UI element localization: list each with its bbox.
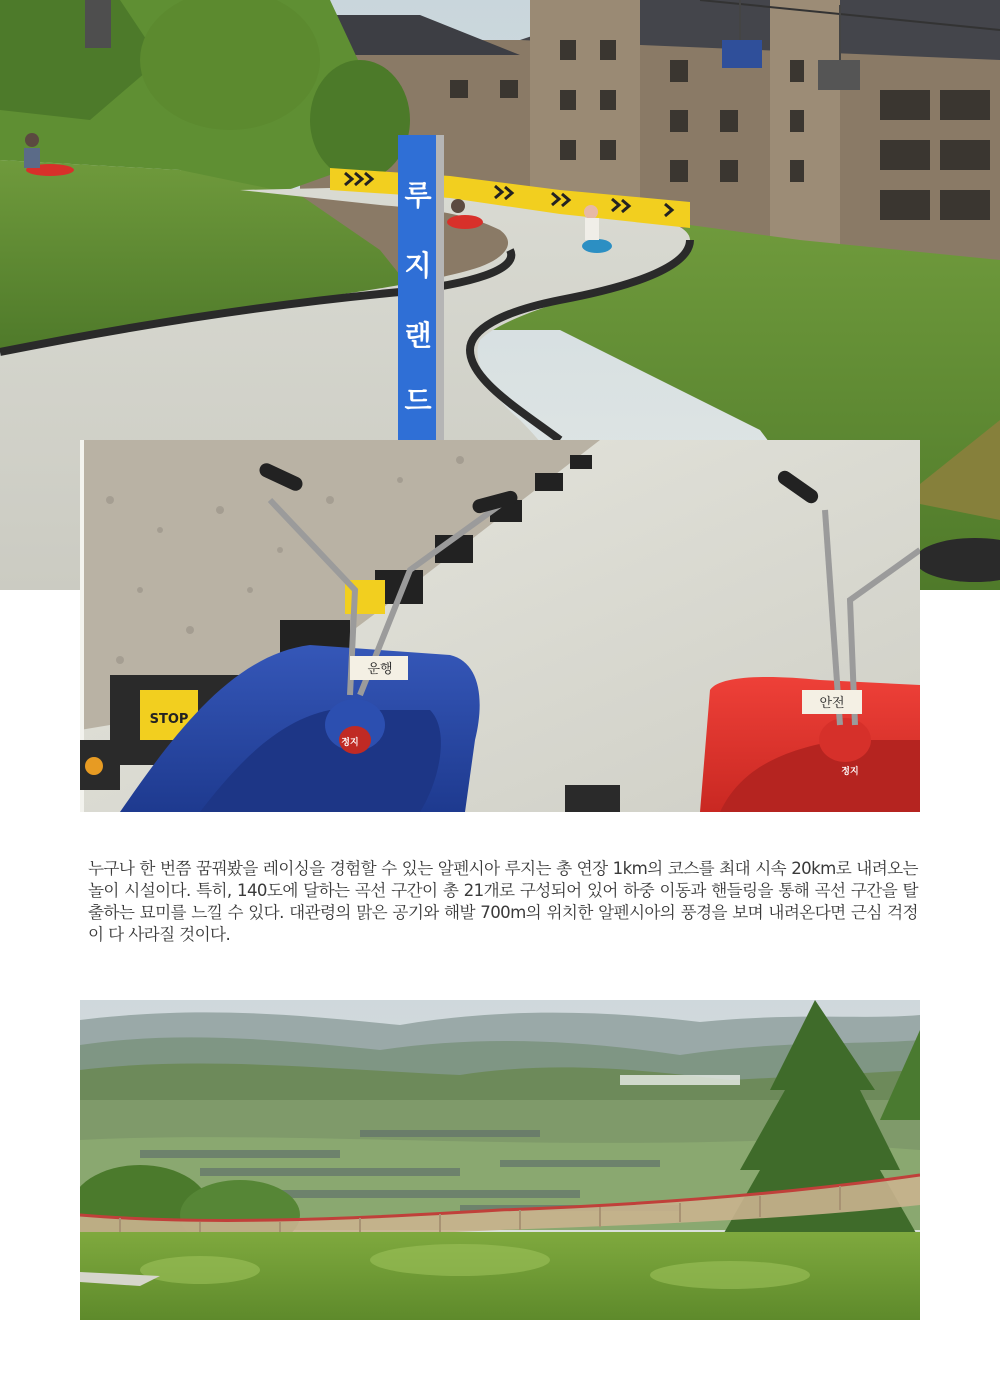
blue-sled-operate-label: 운행 xyxy=(367,662,393,677)
stop-sticker: STOP xyxy=(149,712,189,727)
sign-char-2: 지 xyxy=(404,249,432,282)
sign-char-4: 드 xyxy=(404,384,432,417)
landscape-scene xyxy=(80,1000,920,1320)
luge-sleds-photo xyxy=(80,440,920,812)
red-sled-brake-sticker: 정지 xyxy=(841,767,859,777)
blue-sled-brake-sticker: 정지 xyxy=(341,738,359,748)
alpensia-landscape-photo xyxy=(80,1000,920,1320)
sign-char-1: 루 xyxy=(404,179,432,212)
rujiland-sign xyxy=(398,135,444,455)
red-sled-safety-label: 안전 xyxy=(819,696,845,711)
luge-sleds-scene xyxy=(80,440,920,812)
description-paragraph: 누구나 한 번쯤 꿈꿔봤을 레이싱을 경험할 수 있는 알펜시아 루지는 총 연장 1km의 코스를 최대 시속 20km로 내려오는 놀이 시설이다. 특히, 140도에 달하는 곡선 구간이 총 21개로 구성되어 있어 하중 이동과 핸들링을 통해 곡선 구간을 탈출하는 묘미를 느낄 수 있다. 대관령의 맑은 공기와 해발 700m의 위치한 알펜시아의 풍경을 보며 내려온다면 근심 걱정이 다 사라질 것이다. xyxy=(88,859,918,944)
sign-char-3: 랜 xyxy=(404,319,432,352)
